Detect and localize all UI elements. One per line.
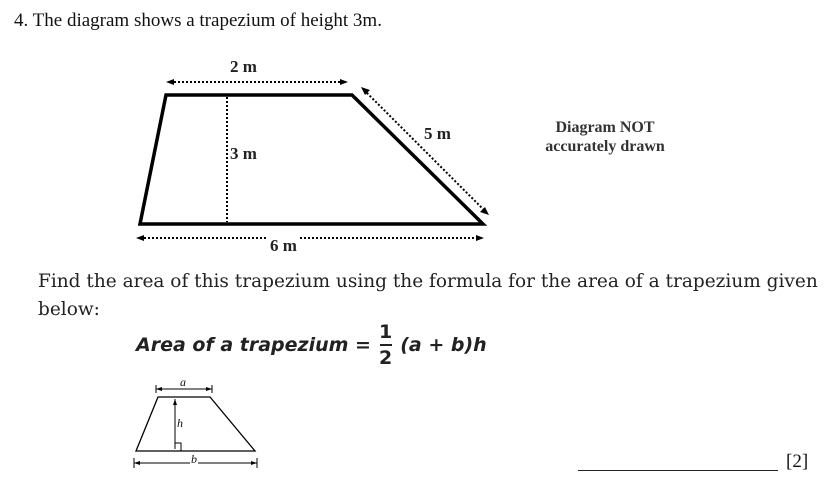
marks-label: [2] — [786, 451, 809, 472]
trapezium-shape — [140, 95, 483, 224]
diagram-note — [530, 118, 680, 156]
small-trapezium-shape — [136, 397, 255, 451]
top-dimension-arrow-left — [166, 79, 174, 85]
top-dimension-arrow-right — [340, 79, 348, 85]
slant-length-label: 5 m — [424, 124, 451, 143]
small-h-label: h — [177, 416, 183, 430]
slant-dimension-arrow-bottom — [480, 207, 489, 215]
formula-rhs: (a + b)h — [400, 334, 487, 356]
small-b-arrow-left — [134, 461, 140, 465]
bottom-length-label: 6 m — [270, 236, 297, 255]
trapezium-formula — [136, 322, 487, 368]
instruction-text: Find the area of this trapezium using the formula for the area of a trapezium given below: — [38, 271, 818, 320]
small-b-arrow-right — [251, 461, 257, 465]
bottom-dimension-arrow-left — [136, 235, 144, 241]
diagram-note-line1: Diagram NOT — [555, 119, 655, 136]
small-a-label: a — [180, 375, 186, 389]
diagram-note-line2: accurately drawn — [545, 138, 665, 155]
formula-denominator: 2 — [378, 347, 393, 369]
question-number: 4. — [14, 10, 29, 31]
bottom-dimension-arrow-right — [476, 235, 484, 241]
formula-lhs: Area of a trapezium = — [136, 334, 371, 356]
small-b-label: b — [191, 452, 197, 466]
height-label: 3 m — [230, 144, 257, 163]
formula-numerator: 1 — [378, 321, 393, 343]
small-height-arrow — [173, 399, 177, 405]
small-a-arrow-right — [206, 387, 212, 391]
formula-fraction — [379, 322, 392, 368]
answer-line[interactable] — [578, 470, 778, 471]
top-length-label: 2 m — [230, 57, 257, 76]
small-right-angle-mark — [175, 443, 181, 451]
slant-dimension-line — [364, 90, 486, 212]
question-text: The diagram shows a trapezium of height 3m. — [32, 10, 382, 31]
fraction-bar — [380, 344, 392, 346]
small-a-arrow-left — [156, 387, 162, 391]
